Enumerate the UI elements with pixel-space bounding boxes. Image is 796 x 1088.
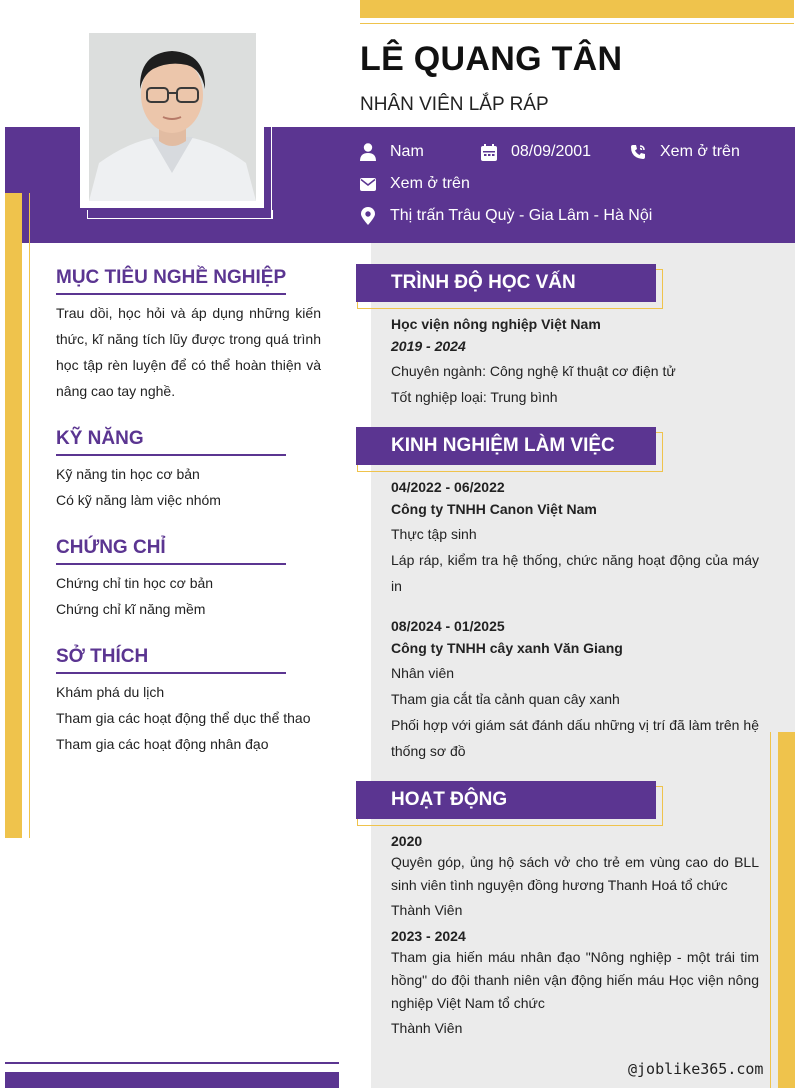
education-school: Học viện nông nghiệp Việt Nam (391, 316, 601, 332)
hobbies-heading-rule (56, 672, 286, 674)
map-pin-icon (360, 207, 376, 225)
skill-item: Có kỹ năng làm việc nhóm (56, 492, 221, 508)
activity-item (391, 833, 759, 922)
phone-value: Xem ở trên (660, 143, 740, 160)
footer-rule (5, 1062, 339, 1064)
left-yellow-stripe (5, 193, 22, 838)
gender-value: Nam (390, 143, 424, 160)
photo-frame-outline (87, 210, 273, 219)
job-position: Thực tập sinh (391, 526, 477, 542)
header-yellow-bar (360, 0, 794, 18)
education-period: 2019 - 2024 (391, 338, 466, 354)
experience-job (391, 479, 759, 599)
activity-year: 2020 (391, 833, 423, 849)
hobby-item: Khám phá du lịch (56, 684, 165, 700)
skill-item: Kỹ năng tin học cơ bản (56, 466, 200, 482)
envelope-icon (360, 178, 376, 191)
activities-heading: HOẠT ĐỘNG (356, 781, 656, 819)
contact-gender (360, 143, 424, 161)
experience-job (391, 618, 759, 764)
certificate-item: Chứng chỉ kĩ năng mềm (56, 601, 206, 617)
education-major: Chuyên ngành: Công nghệ kĩ thuật cơ điện tử (391, 363, 676, 379)
job-company: Công ty TNHH cây xanh Văn Giang (391, 640, 623, 656)
activity-role: Thành Viên (391, 902, 463, 918)
certificate-item: Chứng chỉ tin học cơ bản (56, 575, 214, 591)
job-position: Nhân viên (391, 665, 455, 681)
footer-bar (5, 1072, 339, 1088)
contact-email (360, 175, 470, 193)
objective-heading-rule (56, 293, 286, 295)
right-yellow-line (770, 732, 771, 1088)
header-yellow-line (360, 23, 794, 24)
experience-heading: KINH NGHIỆM LÀM VIỆC (356, 427, 656, 465)
activity-item (391, 928, 759, 1040)
certificates-heading-rule (56, 563, 286, 565)
job-period: 04/2022 - 06/2022 (391, 479, 505, 495)
job-company: Công ty TNHH Canon Việt Nam (391, 501, 597, 517)
watermark: @joblike365.com (628, 1060, 764, 1078)
objective-text: Trau dồi, học hỏi và áp dụng những kiến thức, kĩ năng tích lũy được trong quá trình học tập rèn luyện để có thể hoàn thiện và nâng cao tay nghề. (56, 305, 321, 399)
email-value: Xem ở trên (390, 175, 470, 192)
calendar-icon (481, 144, 497, 161)
photo-frame-outline-side (271, 30, 272, 218)
hobby-item: Tham gia các hoạt động nhân đạo (56, 736, 269, 752)
avatar (89, 33, 256, 201)
hobbies-heading: SỞ THÍCH (56, 646, 149, 667)
job-description: Láp ráp, kiểm tra hệ thống, chức năng hoạt động của máy in (391, 552, 759, 594)
activity-year: 2023 - 2024 (391, 928, 466, 944)
activity-role: Thành Viên (391, 1020, 463, 1036)
contact-address (360, 207, 652, 225)
objective-heading: MỤC TIÊU NGHỀ NGHIỆP (56, 267, 287, 288)
activity-description: Tham gia hiến máu nhân đạo "Nông nghiệp - một trái tim hồng" do đội thanh niên vận động hiến máu Học viện nông nghiệp Việt Nam tổ chức (391, 949, 759, 1011)
candidate-name: LÊ QUANG TÂN (360, 40, 623, 78)
candidate-role: NHÂN VIÊN LẮP RÁP (360, 94, 549, 115)
user-icon (360, 143, 376, 161)
job-description: Phối hợp với giám sát đánh dấu những vị trí đã làm trên hệ thống sơ đồ (391, 717, 759, 759)
activity-description: Quyên góp, ủng hộ sách vở cho trẻ em vùng cao do BLL sinh viên tình nguyện đồng hương Thanh Hoá tổ chức (391, 854, 759, 893)
birthdate-value: 08/09/2001 (511, 143, 592, 160)
contact-phone (630, 143, 740, 161)
address-value: Thị trấn Trâu Quỳ - Gia Lâm - Hà Nội (390, 207, 653, 224)
hobby-item: Tham gia các hoạt động thể dục thể thao (56, 710, 311, 726)
education-grade: Tốt nghiệp loại: Trung bình (391, 389, 558, 405)
right-yellow-stripe (778, 732, 795, 1088)
skills-heading: KỸ NĂNG (56, 428, 144, 449)
certificates-heading: CHỨNG CHỈ (56, 537, 166, 558)
job-description: Tham gia cắt tỉa cảnh quan cây xanh (391, 691, 620, 707)
education-heading: TRÌNH ĐỘ HỌC VẤN (356, 264, 656, 302)
left-yellow-line (29, 193, 30, 838)
phone-icon (630, 144, 646, 160)
contact-birthdate (481, 143, 591, 161)
education-details (391, 316, 759, 406)
job-period: 08/2024 - 01/2025 (391, 618, 505, 634)
skills-heading-rule (56, 454, 286, 456)
